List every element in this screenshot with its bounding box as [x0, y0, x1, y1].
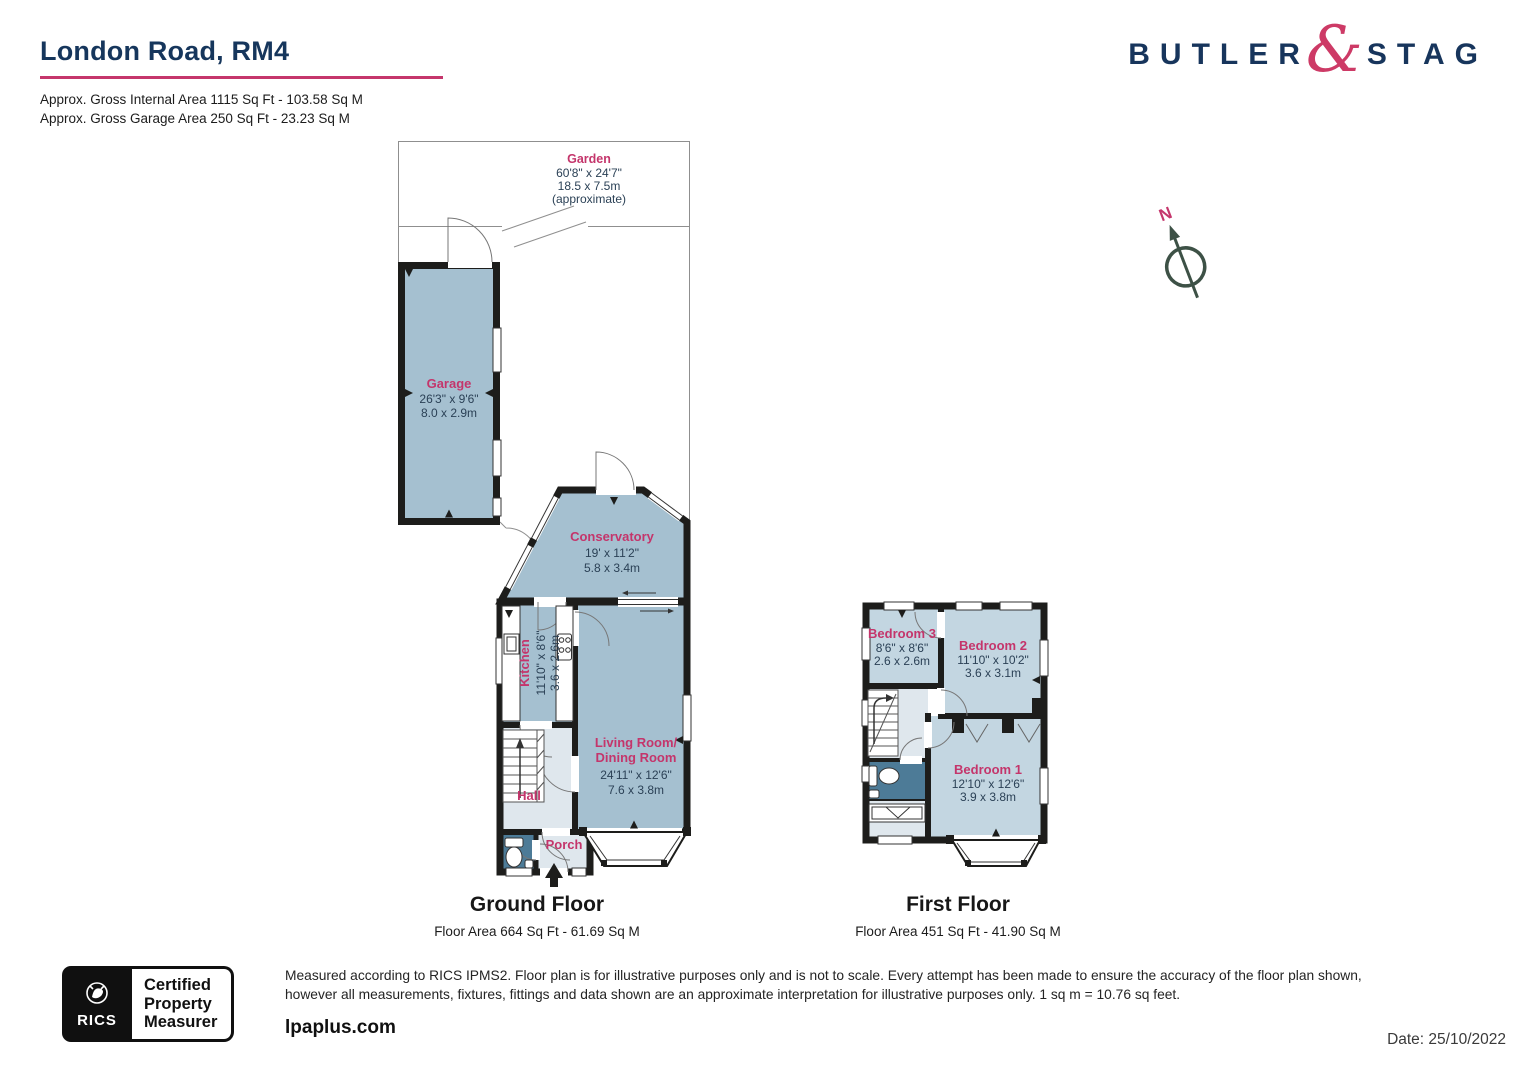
disclaimer-line2: however all measurements, fixtures, fittings and data shown are an approximate interpretation for illustrative purposes only. 1 sq m = 10.76 sq feet. — [285, 986, 1181, 1002]
rics-wordmark: RICS — [77, 1011, 117, 1029]
garage-room — [402, 218, 502, 522]
bedroom1-label: Bedroom 1 — [954, 762, 1022, 777]
svg-text:11'10" x 10'2": 11'10" x 10'2" — [957, 653, 1029, 667]
garden-room — [399, 142, 690, 248]
staircase-first-floor — [868, 690, 898, 756]
rics-lion-icon — [80, 980, 114, 1010]
brand-word-right: STAG — [1366, 38, 1488, 71]
conservatory-label: Conservatory — [570, 529, 654, 544]
hall-label: Hall — [517, 788, 541, 803]
first-floor-title: First Floor — [906, 893, 1010, 916]
svg-text:3.6 x 3.1m: 3.6 x 3.1m — [964, 666, 1022, 680]
butler-stag-logo — [1128, 13, 1488, 87]
title-underline — [40, 76, 443, 79]
bedroom3-label: Bedroom 3 — [868, 626, 936, 641]
north-label: N — [1156, 203, 1175, 226]
svg-text:7.6 x 3.8m: 7.6 x 3.8m — [607, 783, 665, 797]
first-floor-area: Floor Area 451 Sq Ft - 41.90 Sq M — [855, 924, 1061, 939]
svg-text:3.6 x 2.6m: 3.6 x 2.6m — [548, 634, 562, 692]
svg-text:24'11" x 12'6": 24'11" x 12'6" — [600, 768, 672, 782]
compass-arrow-icon — [1144, 200, 1215, 304]
first-floor-plan — [850, 590, 1062, 882]
gross-internal-area: Approx. Gross Internal Area 1115 Sq Ft - 103.58 Sq M — [40, 92, 363, 107]
header — [40, 36, 443, 130]
gross-garage-area: Approx. Gross Garage Area 250 Sq Ft - 23.23 Sq M — [40, 111, 350, 126]
svg-text:19' x 11'2": 19' x 11'2" — [585, 546, 639, 560]
svg-text:(approximate): (approximate) — [551, 192, 627, 206]
svg-text:11'10" x 8'6": 11'10" x 8'6" — [534, 630, 548, 696]
page-title: London Road, RM4 — [40, 36, 290, 66]
svg-text:3.9 x 3.8m: 3.9 x 3.8m — [959, 790, 1017, 804]
svg-text:26'3" x 9'6": 26'3" x 9'6" — [419, 392, 479, 406]
first-floor-caption — [818, 893, 1098, 939]
porch-label: Porch — [545, 837, 583, 852]
svg-text:60'8" x 24'7": 60'8" x 24'7" — [556, 166, 622, 180]
svg-text:18.5 x 7.5m: 18.5 x 7.5m — [557, 179, 621, 193]
ampersand-glyph: & — [1305, 13, 1363, 87]
living-room-label: Living Room/ — [594, 735, 678, 750]
ground-floor-caption — [397, 893, 677, 939]
garden-label: Garden — [567, 152, 611, 166]
svg-text:12'10" x 12'6": 12'10" x 12'6" — [951, 777, 1025, 791]
svg-text:2.6 x 2.6m: 2.6 x 2.6m — [873, 654, 931, 668]
svg-text:Dining Room: Dining Room — [595, 750, 677, 765]
certified-property-measurer-badge: Certified Property Measurer — [132, 966, 234, 1042]
rics-logo — [62, 966, 132, 1042]
disclaimer — [285, 967, 1510, 1039]
bedroom2-label: Bedroom 2 — [959, 638, 1027, 653]
svg-text:5.8 x 3.4m: 5.8 x 3.4m — [583, 561, 641, 575]
brand-word-left: BUTLER — [1128, 38, 1310, 71]
lpaplus-site: lpaplus.com — [285, 1017, 396, 1039]
disclaimer-line1: Measured according to RICS IPMS2. Floor plan is for illustrative purposes only and is not to scale. Every attempt has been made to ensure the accuracy of the floor plan shown, — [285, 968, 1362, 983]
garage-label: Garage — [426, 376, 472, 391]
rics-badge — [62, 966, 234, 1042]
ground-floor-plan — [388, 135, 700, 890]
conservatory-room — [501, 452, 687, 601]
ground-floor-title: Ground Floor — [469, 893, 605, 916]
ground-floor-area: Floor Area 664 Sq Ft - 61.69 Sq M — [434, 924, 640, 939]
date-label: Date: 25/10/2022 — [1387, 1031, 1506, 1048]
kitchen-label: Kitchen — [517, 639, 532, 687]
svg-text:8.0 x 2.9m: 8.0 x 2.9m — [420, 406, 478, 420]
svg-text:8'6" x 8'6": 8'6" x 8'6" — [875, 641, 929, 655]
north-compass — [1130, 200, 1240, 310]
